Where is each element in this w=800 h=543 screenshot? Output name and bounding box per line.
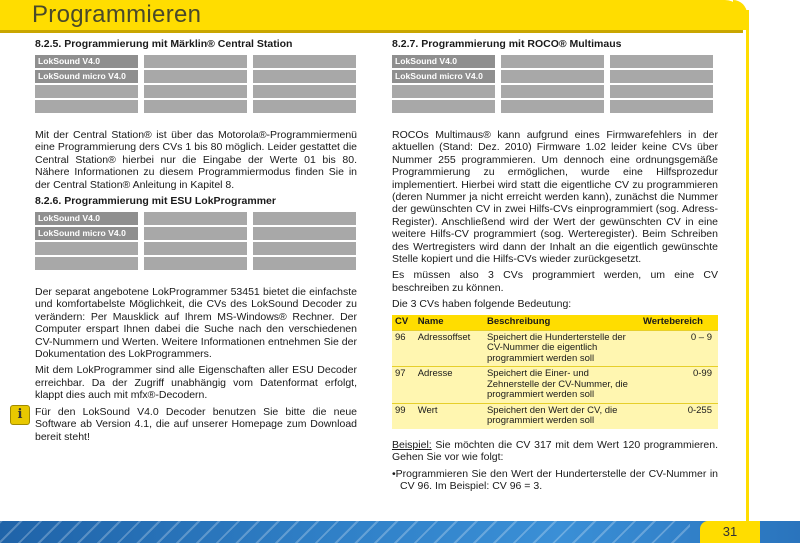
column-header: Beschreibung: [484, 315, 640, 331]
grid-cell: [253, 100, 356, 113]
column-header: CV: [392, 315, 415, 331]
grid-cell: [35, 85, 138, 98]
grid-cell: [253, 85, 356, 98]
page-number: 31: [700, 521, 760, 543]
grid-cell: [35, 100, 138, 113]
table-cell: 0 – 9: [640, 330, 718, 367]
grid-cell: [501, 55, 604, 68]
table-cell: 97: [392, 367, 415, 404]
grid-cell: [610, 70, 713, 83]
grid-cell: LokSound micro V4.0: [35, 70, 138, 83]
grid-cell: [253, 257, 356, 270]
paragraph: Die 3 CVs haben folgende Bedeutung:: [392, 298, 572, 311]
grid-cell: [253, 227, 356, 240]
grid-cell: [610, 55, 713, 68]
example-text: Sie möchten die CV 317 mit dem Wert 120 programmieren. Gehen Sie vor wie folgt:: [392, 438, 718, 464]
table-row: [392, 330, 718, 367]
paragraph: Der separat angebotene LokProgrammer 53451 bietet die einfachste und komfortabelste Möglichkeit, die CVs des LokSound Decoder zu verändern: Per Mausklick auf Ihrem MS-Windows® Rechner. Der Computer erspart Ihnen dabei die Suche nach den verschiedenen CV-Nummern und Werten. Weitere Informationen entnehmen Sie der Dokumentation des LokProgrammers.: [35, 286, 357, 361]
grid-cell: LokSound V4.0: [35, 212, 138, 225]
grid-cell: [144, 212, 247, 225]
column-header: Name: [415, 315, 484, 331]
column-header: Wertebereich: [640, 315, 718, 331]
paragraph: Mit dem LokProgrammer sind alle Eigenschaften aller ESU Decoder erreichbar. Da der Zugriff unabhängig vom Datenformat erfolgt, klappt dies auch mit mfx®-Decodern.: [35, 364, 357, 402]
grid-cell: [501, 100, 604, 113]
grid-cell: LokSound V4.0: [392, 55, 495, 68]
grid-cell: [144, 55, 247, 68]
cv-table: [392, 315, 718, 429]
table-cell: Speichert den Wert der CV, die programmiert werden soll: [484, 403, 640, 429]
table-cell: 0-99: [640, 367, 718, 404]
grid-cell: [144, 227, 247, 240]
compat-grid-multimaus: [392, 55, 718, 113]
table-row: [392, 403, 718, 429]
grid-cell: [253, 70, 356, 83]
compat-grid-lokprogrammer: [35, 212, 357, 270]
example-paragraph: [392, 439, 718, 464]
grid-cell: [610, 85, 713, 98]
example-label: Beispiel:: [392, 438, 432, 451]
grid-cell: [35, 242, 138, 255]
paragraph-note: Für den LokSound V4.0 Decoder benutzen Sie bitte die neue Software ab Version 4.1, die auf unserer Homepage zum Download bereit steht!: [35, 405, 357, 443]
table-cell: 99: [392, 403, 415, 429]
grid-cell: [392, 100, 495, 113]
table-cell: Adressoffset: [415, 330, 484, 367]
grid-cell: [501, 70, 604, 83]
paragraph: ROCOs Multimaus® kann aufgrund eines Firmwarefehlers in der aktuellen (Stand: Dez. 2010) Firmware 1.02 leider keine CVs über Nummer 255 programmieren. Um dennoch eine ordnungsgemäße Programmierung zu ermöglichen, wurde eine Hilfsprozedur implementiert. Hierbei wird statt die eigentliche CV zu programmieren (deren Nummer ja nicht erreicht werden kann), zunächst die Nummer der gewünschten CV in zwei Hilfs-CVs einprogrammiert (sog. Adress-Register). Anschließend wird der Wert der gewünschten CV in eine weitere Hilfs-CV programmiert (sog. Werteregister). Beim Schreiben des Wertregisters wird dann der Inhalt an die eigentlich gewünschte Stelle kopiert und die Hilfs-CVs wieder zurückgesetzt.: [392, 129, 718, 266]
section-heading-central-station: 8.2.5. Programmierung mit Märklin® Central Station: [35, 38, 293, 50]
grid-cell: [501, 85, 604, 98]
table-row: [392, 367, 718, 404]
section-heading-multimaus: 8.2.7. Programmierung mit ROCO® Multimaus: [392, 38, 622, 50]
right-column: [392, 38, 718, 496]
table-cell: Speichert die Einer- und Zehnerstelle der CV-Nummer, die programmiert werden soll: [484, 367, 640, 404]
section-heading-lokprogrammer: 8.2.6. Programmierung mit ESU LokProgrammer: [35, 195, 276, 208]
grid-cell: [610, 100, 713, 113]
page-title: Programmieren: [32, 1, 202, 28]
compat-grid-central-station: [35, 55, 357, 113]
page-footer: [0, 521, 800, 543]
grid-cell: [144, 70, 247, 83]
grid-cell: [253, 212, 356, 225]
info-icon: i: [10, 405, 30, 425]
table-cell: Wert: [415, 403, 484, 429]
grid-cell: [253, 55, 356, 68]
paragraph: Es müssen also 3 CVs programmiert werden, um eine CV beschreiben zu können.: [392, 269, 718, 294]
grid-cell: [253, 242, 356, 255]
grid-cell: [144, 85, 247, 98]
side-rule: [746, 10, 749, 530]
page-header: [0, 0, 743, 33]
grid-cell: [144, 257, 247, 270]
grid-cell: [144, 100, 247, 113]
paragraph: Mit der Central Station® ist über das Motorola®-Programmiermenü eine Programmierung ders CVs 1 bis 80 möglich. Leider gestattet die Central Station® hierbei nur die Eingabe der Werte 01 bis 80. Nähere Informationen zu diesem Programmiermodus finden Sie in der Central Station® Anleitung in Kapitel 8.: [35, 129, 357, 191]
table-cell: 0-255: [640, 403, 718, 429]
footer-pattern: [0, 521, 690, 543]
header-tab: [733, 0, 747, 30]
list-item: •Programmieren Sie den Wert der Hunderterstelle der CV-Nummer in CV 96. Im Beispiel: CV 96 = 3.: [392, 467, 718, 492]
grid-cell: [392, 85, 495, 98]
grid-cell: LokSound V4.0: [35, 55, 138, 68]
left-column: [35, 38, 357, 447]
table-cell: Adresse: [415, 367, 484, 404]
grid-cell: LokSound micro V4.0: [392, 70, 495, 83]
table-header-row: [392, 315, 718, 331]
grid-cell: [144, 242, 247, 255]
table-cell: Speichert die Hunderterstelle der CV-Nummer die eigentlich programmiert werden soll: [484, 330, 640, 367]
grid-cell: [35, 257, 138, 270]
grid-cell: LokSound micro V4.0: [35, 227, 138, 240]
table-cell: 96: [392, 330, 415, 367]
